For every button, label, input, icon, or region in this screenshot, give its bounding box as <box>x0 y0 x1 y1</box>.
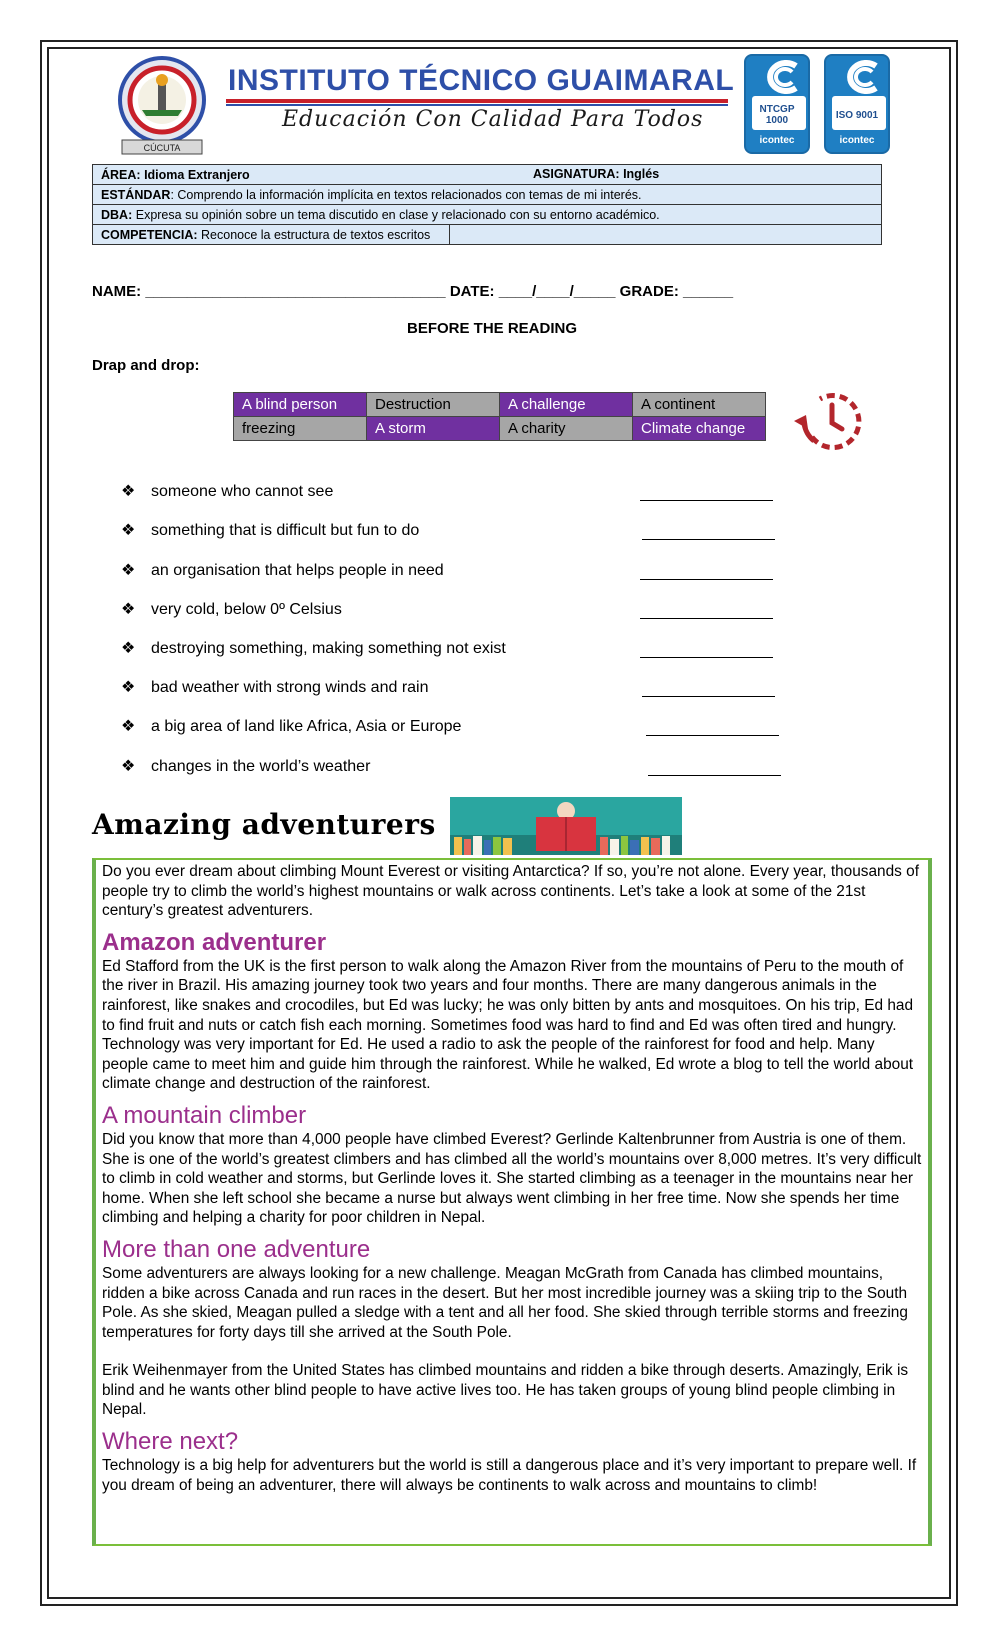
bullet-icon: ❖ <box>121 640 136 657</box>
course-info-table <box>92 164 882 245</box>
answer-blank[interactable] <box>640 657 773 658</box>
area-label: ÁREA: <box>101 167 141 182</box>
word-bank-row <box>234 393 766 417</box>
word-chip[interactable]: A blind person <box>234 393 367 417</box>
word-bank-row <box>234 417 766 441</box>
paragraph-gerlinde: Did you know that more than 4,000 people have climbed Everest? Gerlinde Kaltenbrunner from Austria is one of them. She is one of the world’s greatest climbers and has climbed all the world’s mountains over 8,000 metres. It’s very difficult to climb in cold weather and storms, but Gerlinde loves it. She started climbing as a teenager in the mountains near her home. When she left school she became a nurse but always went climbing in her free time. Now she spends her time climbing and helping a charity for poor children in Nepal. <box>102 1130 922 1227</box>
competence-empty-cell <box>450 225 882 245</box>
definition-text: destroying something, making something not exist <box>151 640 506 657</box>
paragraph-gap <box>102 1342 922 1361</box>
answer-blank[interactable] <box>640 618 773 619</box>
cert-badge-iso <box>824 54 890 154</box>
bullet-icon: ❖ <box>121 758 136 775</box>
definition-item <box>121 599 342 619</box>
paragraph-erik: Erik Weihenmayer from the United States has climbed mountains and ridden a bike through deserts. Amazingly, Erik is blind and he wants other blind people to have active lives too. He has taken groups of young blind people climbing in Nepal. <box>102 1362 909 1419</box>
dba-value: Expresa su opinión sobre un tema discutido en clase y relacionado con su entorno académico. <box>135 207 660 222</box>
definition-item <box>121 716 461 736</box>
paragraph-technology-ed: Technology was very important for Ed. He used a radio to ask the people of the rainforest for food and help. Many people came to meet him and guide him through the rainforest. While he walked, Ed wrote a blog to tell the world about climate change and destruction of the rainforest. <box>102 1036 914 1093</box>
definition-text: bad weather with strong winds and rain <box>151 679 429 696</box>
answer-blank[interactable] <box>646 735 779 736</box>
word-chip[interactable]: A storm <box>367 417 500 441</box>
info-row-competence <box>93 225 882 245</box>
icontec-swirl-icon <box>836 60 882 94</box>
bullet-icon: ❖ <box>121 718 136 735</box>
area-value: Idioma Extranjero <box>144 167 250 182</box>
definition-item <box>121 677 429 697</box>
school-name: INSTITUTO TÉCNICO GUAIMARAL <box>228 64 735 97</box>
cert-brand: icontec <box>839 135 875 146</box>
reading-passage <box>92 858 932 1546</box>
info-row-area <box>93 165 882 185</box>
bullet-icon: ❖ <box>121 601 136 618</box>
heading-amazon-adventurer: Amazon adventurer <box>102 928 327 956</box>
answer-blank[interactable] <box>640 500 773 501</box>
word-chip[interactable]: A challenge <box>500 393 633 417</box>
paragraph-where-next: Technology is a big help for adventurers but the world is still a dangerous place and it’s very important to prepare well. If you dream of being an adventurer, there will always be continents to walk across and mountains to climb! <box>102 1457 917 1494</box>
answer-blank[interactable] <box>640 579 773 580</box>
cert-brand: icontec <box>759 135 795 146</box>
info-row-dba <box>93 205 882 225</box>
definition-text: someone who cannot see <box>151 483 334 500</box>
definition-item <box>121 520 419 540</box>
cert-ntcgp-number: 1000 <box>765 115 789 126</box>
word-chip[interactable]: A continent <box>633 393 766 417</box>
cert-iso-code: ISO 9001 <box>835 110 879 121</box>
definition-item <box>121 560 444 580</box>
word-bank <box>233 392 766 441</box>
reading-intro: Do you ever dream about climbing Mount Everest or visiting Antarctica? If so, you’re not alone. Every year, thousands of people try to climb the world’s highest mountains or walk across continents. Let’s take a look at some of the 21st century’s greatest adventurers. <box>102 863 919 920</box>
definition-item <box>121 756 370 776</box>
answer-blank[interactable] <box>648 775 781 776</box>
definition-text: an organisation that helps people in need <box>151 562 444 579</box>
heading-mountain-climber: A mountain climber <box>102 1101 307 1129</box>
bullet-icon: ❖ <box>121 483 136 500</box>
answer-blank[interactable] <box>642 696 775 697</box>
bullet-icon: ❖ <box>121 562 136 579</box>
school-name-underline-blue <box>226 104 728 106</box>
paragraph-ed-stafford: Ed Stafford from the UK is the first person to walk along the Amazon River from the mountains of Peru to the mouth of the river in Brazil. His amazing journey took two years and four months. There are many dangerous animals in the rainforest, like snakes and crocodiles, but Ed was lucky; he was only bitten by ants and mosquitoes. On his trip, Ed had to find fruit and nuts or catch fish each morning. Sometimes food was hard to find and Ed was often tired and hungry. <box>102 957 913 1034</box>
answer-blank[interactable] <box>642 539 775 540</box>
school-logo <box>108 50 216 158</box>
bullet-icon: ❖ <box>121 522 136 539</box>
drag-drop-instruction: Drap and drop: <box>92 357 200 374</box>
definition-item <box>121 638 506 658</box>
dba-label: DBA: <box>101 207 133 222</box>
school-motto: Educación Con Calidad Para Todos <box>282 107 704 132</box>
paragraph-meagan: Some adventurers are always looking for a new challenge. Meagan McGrath from Canada has climbed mountains, ridden a bike across Canada and run races in the desert. But her most incredible journey was a skiing trip to the South Pole. As she skied, Meagan pulled a sledge with a tent and all her food. She skied through terrible storms and freezing temperatures for forty days till she arrived at the South Pole. <box>102 1264 908 1341</box>
competence-value: Reconoce la estructura de textos escritos <box>201 227 431 242</box>
subject-value: Inglés <box>623 167 660 181</box>
definition-text: a big area of land like Africa, Asia or Europe <box>151 718 462 735</box>
heading-where-next: Where next? <box>102 1428 239 1456</box>
student-form-line: NAME: ____________________________________ DATE: ____/____/_____ GRADE: ______ <box>92 283 734 300</box>
school-name-underline-red <box>226 99 728 103</box>
definition-text: something that is difficult but fun to do <box>151 522 420 539</box>
word-chip[interactable]: freezing <box>234 417 367 441</box>
cert-badge-ntcgp <box>744 54 810 154</box>
definition-text: changes in the world’s weather <box>151 758 371 775</box>
word-chip[interactable]: A charity <box>500 417 633 441</box>
reading-title: Amazing adventurers <box>92 808 436 841</box>
word-chip[interactable]: Destruction <box>367 393 500 417</box>
word-chip[interactable]: Climate change <box>633 417 766 441</box>
heading-more-than-one-adventure: More than one adventure <box>102 1235 371 1263</box>
info-row-standard <box>93 185 882 205</box>
subject-label: ASIGNATURA: <box>533 167 620 181</box>
icontec-swirl-icon <box>756 60 802 94</box>
competence-label: COMPETENCIA: <box>101 227 198 242</box>
bullet-icon: ❖ <box>121 679 136 696</box>
standard-label: ESTÁNDAR <box>101 187 171 202</box>
books-reading-icon <box>450 797 682 855</box>
reading-banner-illustration <box>450 797 682 855</box>
cert-ntcgp-code: NTCGP <box>759 104 795 115</box>
logo-city-text: CÚCUTA <box>143 143 181 153</box>
timer-icon[interactable] <box>790 385 866 455</box>
definition-text: very cold, below 0º Celsius <box>151 601 342 618</box>
standard-value: : Comprendo la información implícita en textos relacionados con temas de mi interés. <box>170 187 642 202</box>
definition-item <box>121 481 333 501</box>
section-title-before-reading: BEFORE THE READING <box>406 320 577 337</box>
